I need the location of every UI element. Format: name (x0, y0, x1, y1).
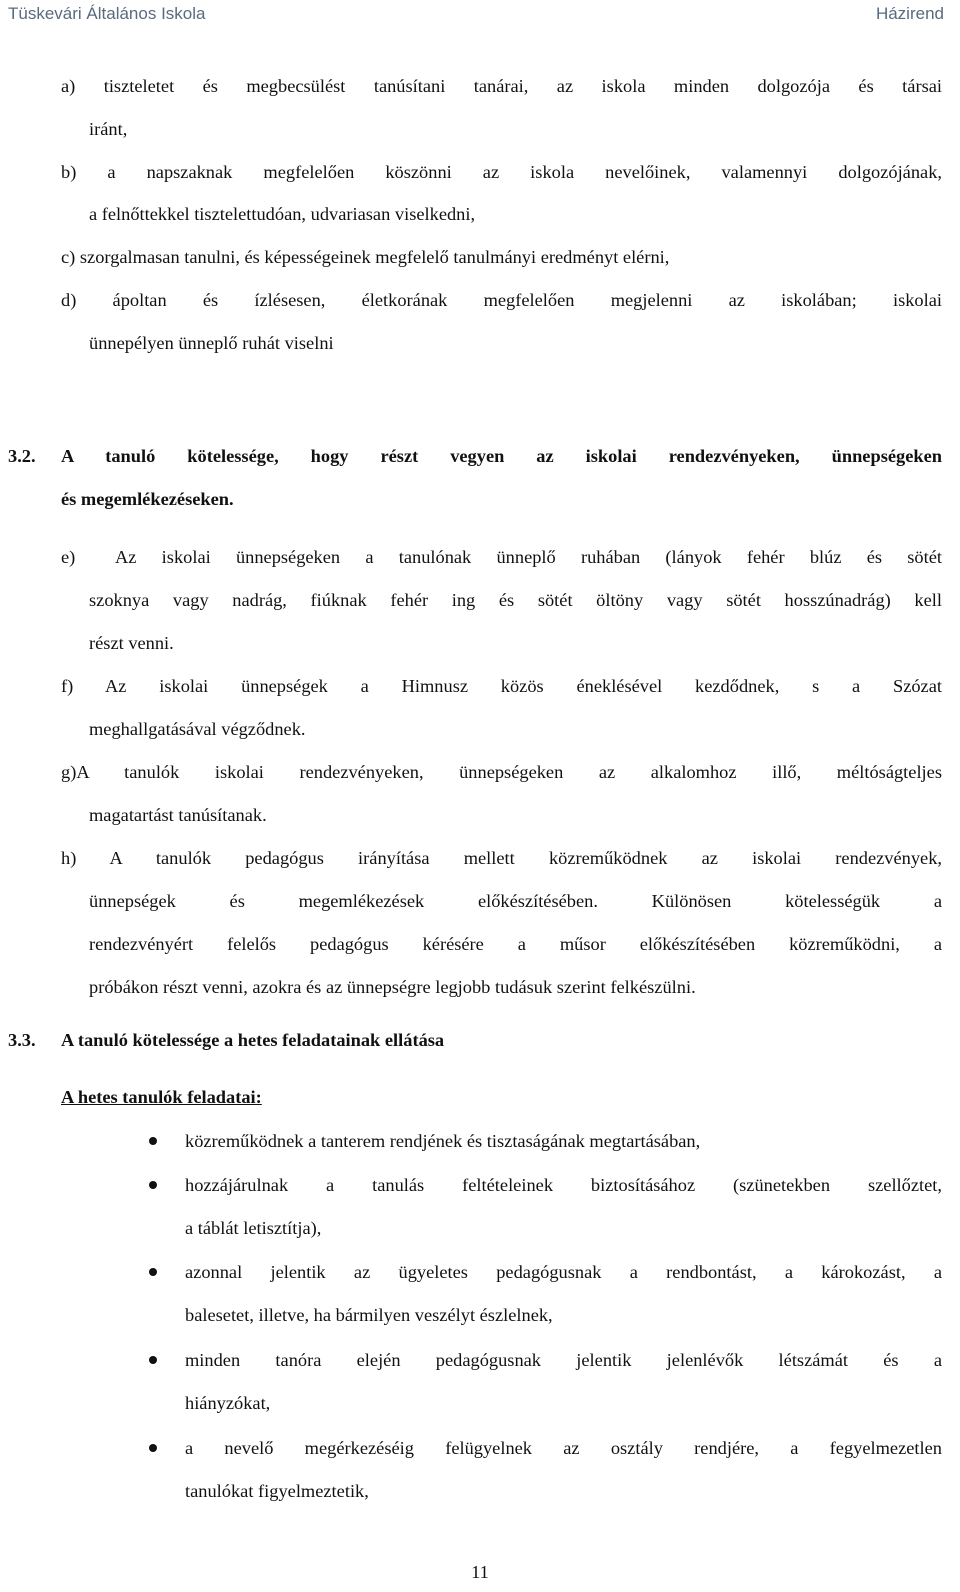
section-3-2-title-line1: A tanuló kötelessége, hogy részt vegyen az iskolai rendezvényeken, ünnepségeken (61, 446, 942, 466)
list-item-h-line1: h) A tanulók pedagógus irányítása mellett közreműködnek az iskolai rendezvények, (61, 848, 942, 868)
list-item-c-line1: c) szorgalmasan tanulni, és képességeinek megfelelő tanulmányi eredményt elérni, (61, 247, 670, 267)
bullet-4-line1: minden tanóra elején pedagógusnak jelentik jelenlévők létszámát és a (185, 1350, 942, 1370)
bullet-3-line1: azonnal jelentik az ügyeletes pedagógusnak a rendbontást, a károkozást, a (185, 1262, 942, 1282)
header-school-name: Tüskevári Általános Iskola (8, 4, 206, 23)
bullet-5-line1: a nevelő megérkezéséig felügyelnek az osztály rendjére, a fegyelmezetlen (185, 1438, 942, 1458)
bullet-icon (149, 1268, 157, 1276)
list-item-h-line4: próbákon részt venni, azokra és az ünnepségre legjobb tudásuk szerint felkészülni. (89, 977, 696, 997)
list-item-e-label: e) (61, 547, 76, 567)
list-item-b-line2: a felnőttekkel tisztelettudóan, udvariasan viselkedni, (89, 204, 476, 224)
bullet-icon (149, 1181, 157, 1189)
list-item-f-line1: f) Az iskolai ünnepségek a Himnusz közös éneklésével kezdődnek, s a Szózat (61, 676, 942, 696)
list-item-d-line1: d) ápoltan és ízlésesen, életkorának megfelelően megjelenni az iskolában; iskolai (61, 290, 942, 310)
bullet-2-line2: a táblát letisztítja), (185, 1218, 322, 1238)
header-document-title: Házirend (875, 4, 944, 23)
section-3-3-number: 3.3. (8, 1030, 36, 1050)
list-item-g-line1: g)A tanulók iskolai rendezvényeken, ünnepségeken az alkalomhoz illő, méltóságteljes (61, 762, 942, 782)
bullet-2-line1: hozzájárulnak a tanulás feltételeinek biztosításához (szünetekben szellőztet, (185, 1175, 942, 1195)
page-header (8, 4, 944, 28)
hetes-subheading: A hetes tanulók feladatai: (61, 1087, 262, 1107)
list-item-d-line2: ünnepélyen ünneplő ruhát viselni (89, 333, 334, 353)
bullet-5-line2: tanulókat figyelmeztetik, (185, 1481, 369, 1501)
section-3-3-title: A tanuló kötelessége a hetes feladatainak ellátása (61, 1030, 445, 1050)
page-number: 11 (471, 1562, 489, 1582)
list-item-h-line2: ünnepségek és megemlékezések előkészítésében. Különösen kötelességük a (89, 891, 942, 911)
bullet-4-line2: hiányzókat, (185, 1393, 271, 1413)
bullet-icon (149, 1356, 157, 1364)
list-item-b-line1: b) a napszaknak megfelelően köszönni az iskola nevelőinek, valamennyi dolgozójának, (61, 162, 942, 182)
list-item-e-line1: Az iskolai ünnepségeken a tanulónak ünneplő ruhában (lányok fehér blúz és sötét (115, 547, 942, 567)
list-item-e-line2: szoknya vagy nadrág, fiúknak fehér ing és sötét öltöny vagy sötét hosszúnadrág) kell (89, 590, 942, 610)
list-item-e-line3: részt venni. (89, 633, 174, 653)
section-3-2-title-line2: és megemlékezéseken. (61, 489, 234, 509)
bullet-1-line1: közreműködnek a tanterem rendjének és tisztaságának megtartásában, (185, 1131, 701, 1151)
list-item-a-line2: iránt, (89, 119, 128, 139)
list-item-f-line2: meghallgatásával végződnek. (89, 719, 306, 739)
list-item-g-line2: magatartást tanúsítanak. (89, 805, 267, 825)
bullet-icon (149, 1137, 157, 1145)
list-item-a-line1: a) tiszteletet és megbecsülést tanúsítani tanárai, az iskola minden dolgozója és társai (61, 76, 942, 96)
bullet-icon (149, 1444, 157, 1452)
bullet-3-line2: balesetet, illetve, ha bármilyen veszélyt észlelnek, (185, 1305, 553, 1325)
list-item-h-line3: rendezvényért felelős pedagógus kérésére a műsor előkészítésében közreműködni, a (89, 934, 942, 954)
section-3-2-number: 3.2. (8, 446, 36, 466)
